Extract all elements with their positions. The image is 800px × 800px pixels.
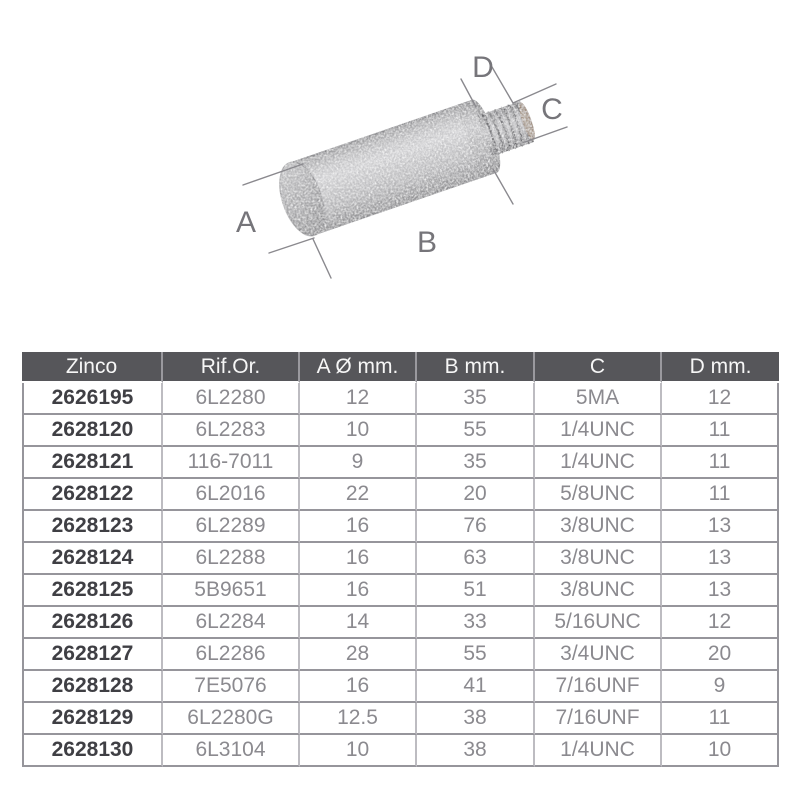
cell-d-mm: 13 xyxy=(662,511,779,543)
cell-c: 1/4UNC xyxy=(535,447,662,479)
dim-line-b-rear xyxy=(493,169,513,204)
dim-label-b: B xyxy=(416,226,438,259)
cell-a-mm: 9 xyxy=(300,447,417,479)
table-row xyxy=(22,479,779,511)
cell-d-mm: 11 xyxy=(662,479,779,511)
cell-b-mm: 41 xyxy=(417,671,535,703)
cell-c: 5/8UNC xyxy=(535,479,662,511)
cell-d-mm: 11 xyxy=(662,447,779,479)
cell-d-mm: 11 xyxy=(662,703,779,735)
cell-rif-or: 5B9651 xyxy=(163,575,300,607)
cell-zinco: 2628122 xyxy=(22,479,163,511)
col-header-zinco: Zinco xyxy=(22,352,163,383)
cell-d-mm: 10 xyxy=(662,735,779,767)
cell-d-mm: 13 xyxy=(662,575,779,607)
cell-rif-or: 6L2016 xyxy=(163,479,300,511)
cell-a-mm: 28 xyxy=(300,639,417,671)
cell-zinco: 2628123 xyxy=(22,511,163,543)
cell-rif-or: 6L2280 xyxy=(163,383,300,415)
cell-c: 3/8UNC xyxy=(535,543,662,575)
cell-a-mm: 12 xyxy=(300,383,417,415)
cell-a-mm: 10 xyxy=(300,735,417,767)
table-row xyxy=(22,671,779,703)
cell-d-mm: 13 xyxy=(662,543,779,575)
cell-rif-or: 6L2286 xyxy=(163,639,300,671)
cell-b-mm: 76 xyxy=(417,511,535,543)
cell-c: 7/16UNF xyxy=(535,671,662,703)
cell-b-mm: 35 xyxy=(417,447,535,479)
cell-d-mm: 12 xyxy=(662,383,779,415)
cell-a-mm: 22 xyxy=(300,479,417,511)
table-row xyxy=(22,511,779,543)
cell-zinco: 2628121 xyxy=(22,447,163,479)
cell-c: 3/4UNC xyxy=(535,639,662,671)
cell-zinco: 2628120 xyxy=(22,415,163,447)
table-row xyxy=(22,607,779,639)
cell-c: 7/16UNF xyxy=(535,703,662,735)
cell-d-mm: 11 xyxy=(662,415,779,447)
col-header-rif-or: Rif.Or. xyxy=(163,352,300,383)
spec-table xyxy=(22,352,779,767)
cell-c: 5/16UNC xyxy=(535,607,662,639)
cell-zinco: 2628126 xyxy=(22,607,163,639)
dim-line-d-leader xyxy=(492,67,513,103)
cell-c: 3/8UNC xyxy=(535,575,662,607)
cell-c: 5MA xyxy=(535,383,662,415)
table-row xyxy=(22,543,779,575)
table-row xyxy=(22,415,779,447)
anode-photo xyxy=(271,84,544,242)
cell-a-mm: 12.5 xyxy=(300,703,417,735)
cell-b-mm: 51 xyxy=(417,575,535,607)
col-header-b-mm: B mm. xyxy=(417,352,535,383)
table-row xyxy=(22,639,779,671)
dim-label-a: A xyxy=(235,206,257,239)
cell-zinco: 2628125 xyxy=(22,575,163,607)
header-row xyxy=(22,352,779,383)
col-header-d-mm: D mm. xyxy=(662,352,779,383)
table-row xyxy=(22,383,779,415)
cell-a-mm: 14 xyxy=(300,607,417,639)
cell-zinco: 2628128 xyxy=(22,671,163,703)
cell-d-mm: 12 xyxy=(662,607,779,639)
cell-a-mm: 16 xyxy=(300,543,417,575)
cell-a-mm: 10 xyxy=(300,415,417,447)
cell-c: 1/4UNC xyxy=(535,415,662,447)
dim-line-a-lower xyxy=(269,238,314,253)
cell-b-mm: 33 xyxy=(417,607,535,639)
cell-a-mm: 16 xyxy=(300,575,417,607)
cell-rif-or: 116-7011 xyxy=(163,447,300,479)
cell-rif-or: 7E5076 xyxy=(163,671,300,703)
cell-c: 1/4UNC xyxy=(535,735,662,767)
cell-rif-or: 6L2283 xyxy=(163,415,300,447)
cell-b-mm: 38 xyxy=(417,735,535,767)
table-row xyxy=(22,735,779,767)
cell-b-mm: 55 xyxy=(417,415,535,447)
cell-d-mm: 20 xyxy=(662,639,779,671)
dim-line-b-front xyxy=(313,239,331,278)
col-header-a-mm: A Ø mm. xyxy=(300,352,417,383)
cell-rif-or: 6L2289 xyxy=(163,511,300,543)
table-row xyxy=(22,575,779,607)
dim-label-d: D xyxy=(472,51,494,84)
cell-rif-or: 6L2280G xyxy=(163,703,300,735)
spec-table-body xyxy=(22,383,779,767)
cell-rif-or: 6L2288 xyxy=(163,543,300,575)
cell-rif-or: 6L3104 xyxy=(163,735,300,767)
cell-b-mm: 20 xyxy=(417,479,535,511)
cell-b-mm: 35 xyxy=(417,383,535,415)
table-row xyxy=(22,447,779,479)
cell-a-mm: 16 xyxy=(300,511,417,543)
col-header-c: C xyxy=(535,352,662,383)
cell-zinco: 2628129 xyxy=(22,703,163,735)
cell-d-mm: 9 xyxy=(662,671,779,703)
cell-b-mm: 63 xyxy=(417,543,535,575)
cell-b-mm: 55 xyxy=(417,639,535,671)
cell-a-mm: 16 xyxy=(300,671,417,703)
cell-zinco: 2628127 xyxy=(22,639,163,671)
table-row xyxy=(22,703,779,735)
cell-zinco: 2626195 xyxy=(22,383,163,415)
cell-rif-or: 6L2284 xyxy=(163,607,300,639)
product-diagram xyxy=(0,0,800,345)
dim-label-c: C xyxy=(541,93,563,126)
cell-zinco: 2628130 xyxy=(22,735,163,767)
cell-zinco: 2628124 xyxy=(22,543,163,575)
cell-b-mm: 38 xyxy=(417,703,535,735)
cell-c: 3/8UNC xyxy=(535,511,662,543)
spec-table-header xyxy=(22,352,779,383)
